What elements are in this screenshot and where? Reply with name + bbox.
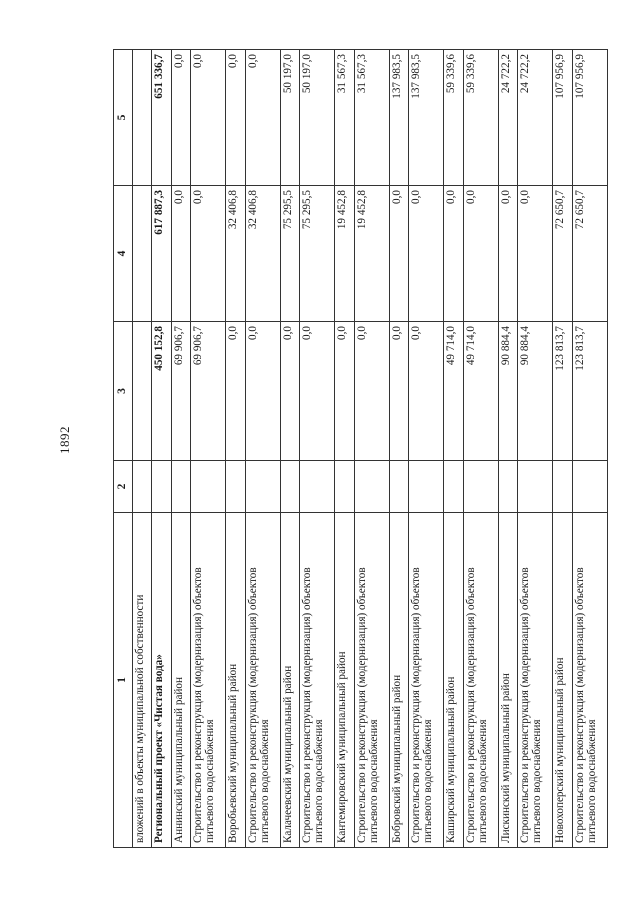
value-cell [335,461,354,513]
column-header: 3 [114,322,133,461]
value-cell: 0,0 [498,186,517,322]
column-header: 5 [114,50,133,186]
value-cell: 24 722,2 [518,50,553,186]
row-label: Строительство и реконструкция (модернизация) объектов питьевого водоснабжения [572,513,607,848]
column-header: 2 [114,461,133,513]
row-label: Строительство и реконструкция (модернизация) объектов питьевого водоснабжения [191,513,226,848]
value-cell [191,461,226,513]
value-cell: 617 887,3 [152,186,171,322]
value-cell: 0,0 [354,322,389,461]
value-cell: 59 339,6 [444,50,463,186]
value-cell: 0,0 [389,186,408,322]
table-row [226,50,245,848]
value-cell: 69 906,7 [171,322,190,461]
value-cell: 32 406,8 [245,186,280,322]
row-label: Калачеевский муниципальный район [280,513,299,848]
value-cell: 0,0 [171,186,190,322]
budget-table [113,49,608,848]
value-cell: 0,0 [335,322,354,461]
value-cell: 31 567,3 [335,50,354,186]
value-cell: 19 452,8 [335,186,354,322]
value-cell [226,461,245,513]
table-row [300,50,335,848]
value-cell [300,461,335,513]
row-label: Строительство и реконструкция (модернизация) объектов питьевого водоснабжения [354,513,389,848]
value-cell: 90 884,4 [518,322,553,461]
value-cell [389,461,408,513]
value-cell: 0,0 [191,50,226,186]
table-row [354,50,389,848]
value-cell [444,461,463,513]
value-cell [152,461,171,513]
value-cell [553,461,572,513]
table-row [280,50,299,848]
table-row [171,50,190,848]
table-row [389,50,408,848]
row-label: Кантемировский муниципальный район [335,513,354,848]
row-label: Аннинский муниципальный район [171,513,190,848]
row-label: Лискинский муниципальный район [498,513,517,848]
value-cell: 24 722,2 [498,50,517,186]
value-cell: 75 295,5 [280,186,299,322]
value-cell: 0,0 [171,50,190,186]
value-cell: 137 983,5 [389,50,408,186]
value-cell: 50 197,0 [280,50,299,186]
table-row [409,50,444,848]
value-cell: 0,0 [245,50,280,186]
value-cell: 123 813,7 [572,322,607,461]
row-label: Каширский муниципальный район [444,513,463,848]
row-label: Строительство и реконструкция (модернизация) объектов питьевого водоснабжения [300,513,335,848]
value-cell: 50 197,0 [300,50,335,186]
value-cell: 72 650,7 [572,186,607,322]
page-number: 1892 [57,426,72,454]
value-cell: 107 956,9 [572,50,607,186]
table-row [518,50,553,848]
value-cell [133,50,152,186]
table-row [152,50,171,848]
value-cell: 0,0 [226,322,245,461]
value-cell: 123 813,7 [553,322,572,461]
value-cell [463,461,498,513]
table-body [133,50,608,848]
value-cell [133,186,152,322]
row-label: Бобровский муниципальный район [389,513,408,848]
rotated-table-container [113,50,608,848]
row-label: Строительство и реконструкция (модернизация) объектов питьевого водоснабжения [463,513,498,848]
row-label: Воробьевский муниципальный район [226,513,245,848]
value-cell [245,461,280,513]
row-label: Строительство и реконструкция (модернизация) объектов питьевого водоснабжения [518,513,553,848]
column-header: 1 [114,513,133,848]
row-label: Новохоперский муниципальный район [553,513,572,848]
value-cell [133,322,152,461]
value-cell [498,461,517,513]
value-cell: 651 336,7 [152,50,171,186]
value-cell: 49 714,0 [444,322,463,461]
value-cell: 137 983,5 [409,50,444,186]
value-cell: 0,0 [463,186,498,322]
table-row [133,50,152,848]
value-cell [354,461,389,513]
value-cell [409,461,444,513]
table-row [335,50,354,848]
table-row [572,50,607,848]
value-cell: 69 906,7 [191,322,226,461]
value-cell: 0,0 [300,322,335,461]
table-row [553,50,572,848]
value-cell: 32 406,8 [226,186,245,322]
value-cell: 0,0 [444,186,463,322]
value-cell: 75 295,5 [300,186,335,322]
value-cell [572,461,607,513]
table-row [463,50,498,848]
row-label: Региональный проект «Чистая вода» [152,513,171,848]
value-cell [518,461,553,513]
row-label: Строительство и реконструкция (модернизация) объектов питьевого водоснабжения [245,513,280,848]
value-cell: 72 650,7 [553,186,572,322]
value-cell: 0,0 [409,186,444,322]
table-row [191,50,226,848]
value-cell: 0,0 [518,186,553,322]
value-cell: 0,0 [245,322,280,461]
value-cell: 0,0 [280,322,299,461]
row-label: вложений в объекты муниципальной собственности [133,513,152,848]
table-row [498,50,517,848]
table-row [444,50,463,848]
value-cell: 450 152,8 [152,322,171,461]
value-cell [133,461,152,513]
value-cell: 90 884,4 [498,322,517,461]
value-cell: 59 339,6 [463,50,498,186]
value-cell [171,461,190,513]
row-label: Строительство и реконструкция (модернизация) объектов питьевого водоснабжения [409,513,444,848]
value-cell [280,461,299,513]
value-cell: 0,0 [226,50,245,186]
value-cell: 0,0 [389,322,408,461]
column-header: 4 [114,186,133,322]
value-cell: 49 714,0 [463,322,498,461]
value-cell: 0,0 [191,186,226,322]
value-cell: 31 567,3 [354,50,389,186]
value-cell: 19 452,8 [354,186,389,322]
value-cell: 0,0 [409,322,444,461]
table-row [245,50,280,848]
table-header-row [114,50,133,848]
value-cell: 107 956,9 [553,50,572,186]
